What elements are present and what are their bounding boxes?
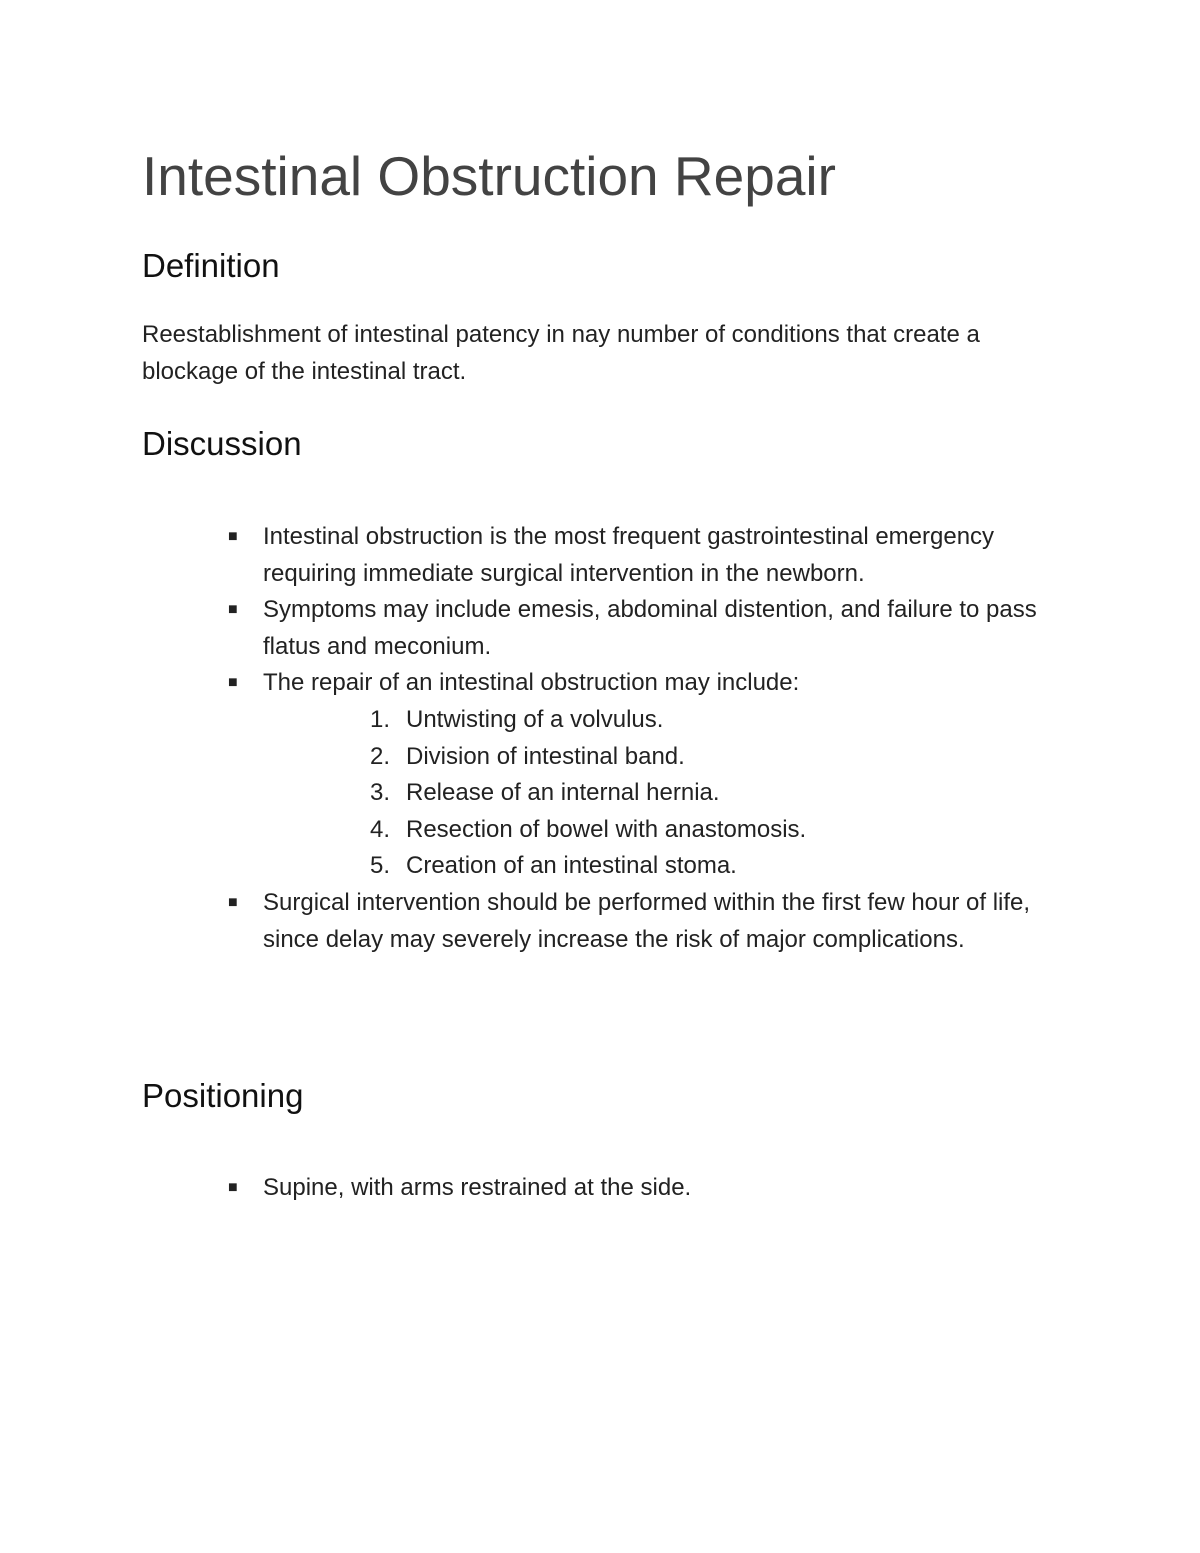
discussion-heading: Discussion bbox=[142, 425, 302, 462]
positioning-heading: Positioning bbox=[142, 1077, 304, 1114]
list-item bbox=[228, 1170, 1078, 1207]
list-item-text: The repair of an intestinal obstruction may include: bbox=[263, 669, 800, 697]
page-title: Intestinal Obstruction Repair bbox=[142, 145, 836, 207]
numbered-item bbox=[370, 812, 1185, 849]
numbered-item bbox=[370, 702, 1185, 739]
item-number: 5. bbox=[370, 852, 391, 880]
list-item-text: Supine, with arms restrained at the side. bbox=[263, 1174, 692, 1201]
numbered-item bbox=[370, 848, 1185, 885]
numbered-item-text: Untwisting of a volvulus. bbox=[406, 705, 664, 733]
numbered-item-text: Release of an internal hernia. bbox=[406, 779, 720, 807]
item-number: 2. bbox=[370, 742, 391, 770]
square-bullet-icon: ■ bbox=[228, 1179, 238, 1196]
square-bullet-icon: ■ bbox=[228, 674, 238, 692]
item-number: 4. bbox=[370, 815, 391, 843]
item-number: 3. bbox=[370, 779, 391, 807]
positioning-list bbox=[228, 1170, 1078, 1207]
square-bullet-icon: ■ bbox=[228, 601, 238, 619]
definition-text: Reestablishment of intestinal patency in nay number of conditions that create a blockage of the intestinal tract. bbox=[142, 321, 980, 385]
repair-options-list bbox=[370, 702, 1185, 885]
item-number: 1. bbox=[370, 705, 391, 733]
numbered-item-text: Creation of an intestinal stoma. bbox=[406, 852, 737, 880]
definition-heading: Definition bbox=[142, 247, 280, 284]
list-item-text: Surgical intervention should be performed within the first few hour of life, since delay may severely increase the risk of major complications. bbox=[263, 888, 1031, 953]
square-bullet-icon: ■ bbox=[228, 528, 238, 545]
square-bullet-icon: ■ bbox=[228, 893, 238, 911]
numbered-item bbox=[370, 739, 1185, 776]
numbered-item bbox=[370, 775, 1185, 812]
numbered-item-text: Resection of bowel with anastomosis. bbox=[406, 815, 807, 843]
numbered-item-text: Division of intestinal band. bbox=[406, 742, 685, 770]
list-item-text: Symptoms may include emesis, abdominal distention, and failure to pass flatus and meconium. bbox=[263, 596, 1037, 660]
list-item bbox=[228, 519, 1078, 592]
list-item-text: Intestinal obstruction is the most frequent gastrointestinal emergency requiring immediate surgical intervention in the newborn. bbox=[263, 523, 995, 587]
list-item bbox=[228, 592, 1078, 665]
list-item bbox=[228, 885, 1078, 958]
discussion-list bbox=[228, 519, 1078, 958]
list-item bbox=[228, 665, 1078, 885]
